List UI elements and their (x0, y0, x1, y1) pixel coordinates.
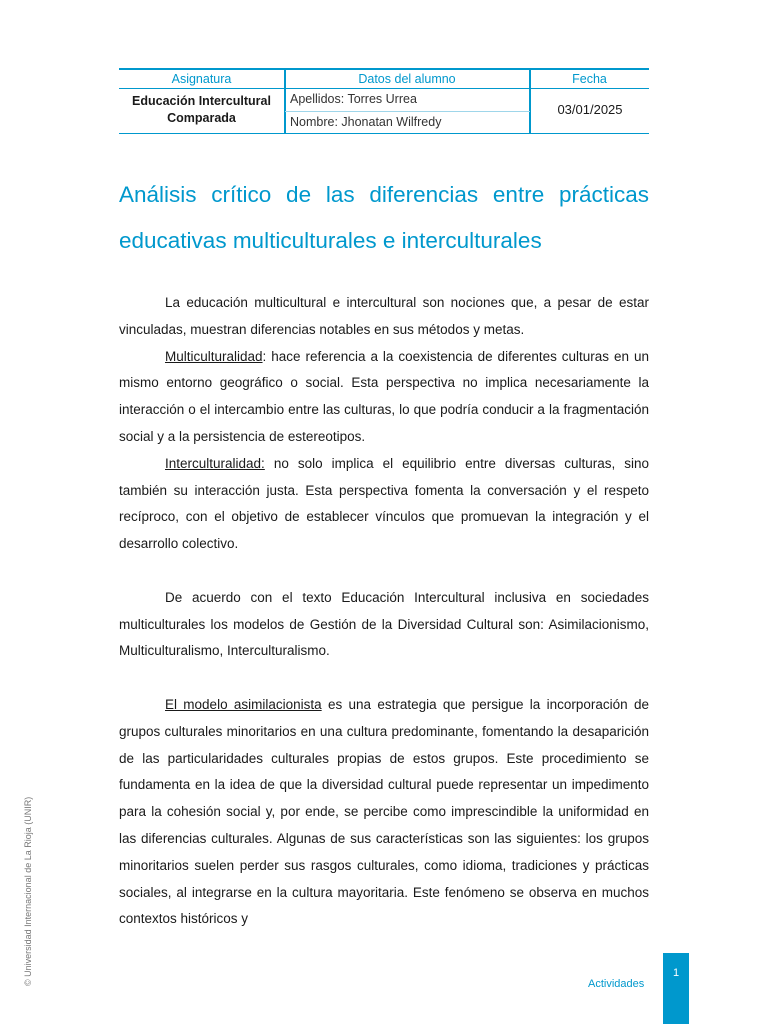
term-asimilacionista: El modelo asimilacionista (165, 696, 322, 712)
document-title (119, 172, 649, 264)
page-number-tab (663, 953, 689, 1024)
paragraph-multiculturalidad (119, 344, 649, 451)
page-number: 1 (672, 967, 680, 979)
term-interculturalidad: Interculturalidad: (165, 455, 265, 471)
table-row-divider (285, 111, 530, 112)
term-multiculturalidad: Multiculturalidad (165, 348, 263, 364)
text-multiculturalidad: : hace referencia a la coexistencia de diferentes culturas en un mismo entorno geográfico o social. Esta perspectiva no implica necesariamente la interacción o el intercambio entre las culturas, lo que podría conducir a la fragmentación social y a la persistencia de estereotipos. (119, 348, 649, 444)
text-asimilacionista: es una estrategia que persigue la incorporación de grupos culturales minoritarios en una cultura predominante, fomentando la desaparición de las particularidades culturales propias de estos grupos. Este procedimiento se fundamenta en la idea de que la diversidad cultural puede representar un impedimento para la cohesión social y, por ende, se percibe como imprescindible la uniformidad en las diferencias culturales. Algunas de sus características son las siguientes: los grupos minoritarios suelen perder sus rasgos culturales, como idioma, tradiciones y prácticas sociales, al integrarse en la cultura mayoritaria. Este fenómeno se observa en muchos contextos históricos y (119, 696, 649, 927)
paragraph-intro: La educación multicultural e intercultural son nociones que, a pesar de estar vinculadas, muestran diferencias notables en sus métodos y metas. (119, 295, 649, 337)
copyright-sidebar: © Universidad Internacional de La Rioja (UNIR) (23, 796, 33, 986)
col-header-date: Fecha (572, 72, 607, 86)
header-table (119, 68, 649, 134)
subject-name (119, 93, 284, 127)
col-header-subject: Asignatura (171, 72, 232, 86)
student-surname: Apellidos: Torres Urrea (290, 92, 417, 106)
subject-line-2: Comparada (167, 111, 236, 125)
paragraph-models: De acuerdo con el texto Educación Intercultural inclusiva en sociedades multiculturales los modelos de Gestión de la Diversidad Cultural son: Asimilacionismo, Multiculturalismo, Interculturalismo. (119, 589, 649, 659)
subject-line-1: Educación Intercultural (132, 94, 271, 108)
table-bottom-border (119, 133, 649, 135)
paragraph-spacer (119, 558, 649, 585)
title-line-1: Análisis crítico de las diferencias entre prácticas (119, 182, 649, 207)
title-line-2: educativas multiculturales e interculturales (119, 228, 542, 253)
paragraph-spacer (119, 665, 649, 692)
text-interculturalidad: no solo implica el equilibrio entre diversas culturas, sino también su interacción justa. Esta perspectiva fomenta la conversación y el respeto recíproco, con el objetivo de establecer vínculos que promuevan la integración y el desarrollo colectivo. (119, 455, 649, 552)
paragraph-asimilacionista (119, 692, 649, 933)
student-name: Nombre: Jhonatan Wilfredy (290, 115, 442, 129)
table-header-border (119, 88, 649, 89)
document-body (119, 290, 649, 933)
date-value: 03/01/2025 (557, 102, 623, 117)
footer-label: Actividades (588, 978, 645, 990)
paragraph-interculturalidad (119, 451, 649, 558)
col-header-student: Datos del alumno (358, 72, 456, 86)
